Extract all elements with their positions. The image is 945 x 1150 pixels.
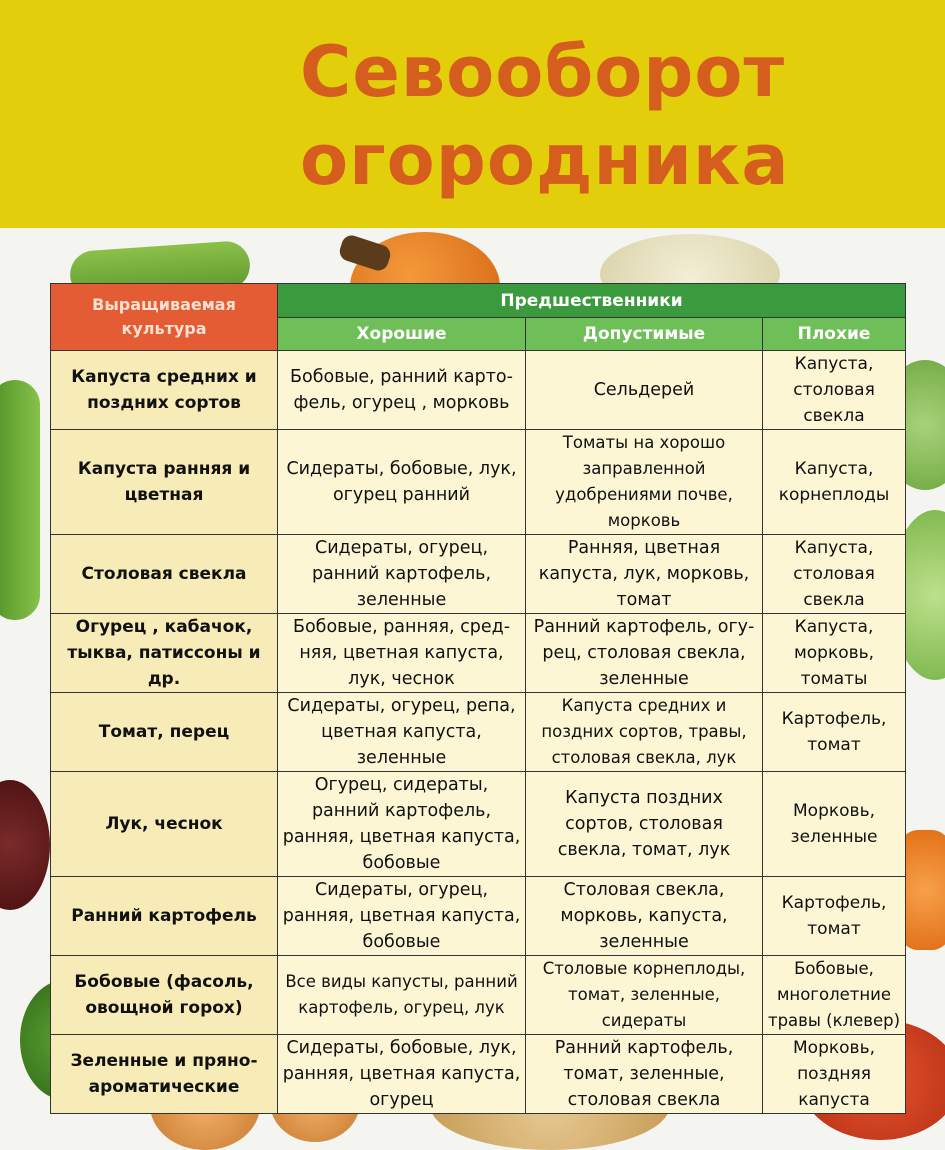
good-predecessors: Все виды капусты, ранний картофель, огурец, лук	[278, 956, 526, 1035]
table-row	[51, 1035, 906, 1114]
good-predecessors: Сидераты, огурец, ранняя, цветная капуста, бобовые	[278, 877, 526, 956]
bad-predecessors: Морковь, поздняя капуста	[763, 1035, 906, 1114]
crop-name: Капуста ранняя и цветная	[51, 430, 278, 535]
crop-name: Ранний картофель	[51, 877, 278, 956]
good-predecessors: Бобовые, ранний карто-фель, огурец , морковь	[278, 351, 526, 430]
table-row	[51, 614, 906, 693]
bad-predecessors: Капуста, корнеплоды	[763, 430, 906, 535]
bad-predecessors: Картофель, томат	[763, 693, 906, 772]
good-predecessors: Сидераты, огурец, ранний картофель, зеленные	[278, 535, 526, 614]
good-column-header: Хорошие	[278, 318, 526, 351]
acceptable-column-header: Допустимые	[526, 318, 763, 351]
crop-name: Бобовые (фасоль, овощной горох)	[51, 956, 278, 1035]
acceptable-predecessors: Ранняя, цветная капуста, лук, морковь, томат	[526, 535, 763, 614]
crop-name: Огурец , кабачок, тыква, патиссоны и др.	[51, 614, 278, 693]
acceptable-predecessors: Ранний картофель, томат, зеленные, столовая свекла	[526, 1035, 763, 1114]
table-row	[51, 351, 906, 430]
bad-predecessors: Бобовые, многолетние травы (клевер)	[763, 956, 906, 1035]
acceptable-predecessors: Томаты на хорошо заправленной удобрениями почве, морковь	[526, 430, 763, 535]
bad-predecessors: Капуста, морковь, томаты	[763, 614, 906, 693]
peas-illustration	[0, 380, 40, 620]
crop-name: Томат, перец	[51, 693, 278, 772]
table-row	[51, 693, 906, 772]
bad-column-header: Плохие	[763, 318, 906, 351]
crop-name: Зеленные и пряно-ароматические	[51, 1035, 278, 1114]
table-row	[51, 430, 906, 535]
table-row	[51, 535, 906, 614]
title-line-2: огородника	[300, 119, 790, 201]
beet-illustration	[0, 780, 50, 910]
good-predecessors: Сидераты, бобовые, лук, ранняя, цветная капуста, огурец	[278, 1035, 526, 1114]
good-predecessors: Огурец, сидераты, ранний картофель, ранняя, цветная капуста, бобовые	[278, 772, 526, 877]
bad-predecessors: Капуста, столовая свекла	[763, 351, 906, 430]
crop-name: Лук, чеснок	[51, 772, 278, 877]
table-row	[51, 956, 906, 1035]
crop-name: Капуста средних и поздних сортов	[51, 351, 278, 430]
acceptable-predecessors: Столовая свекла, морковь, капуста, зеленные	[526, 877, 763, 956]
bad-predecessors: Капуста, столовая свекла	[763, 535, 906, 614]
acceptable-predecessors: Ранний картофель, огу-рец, столовая свекла, зеленные	[526, 614, 763, 693]
table-row	[51, 772, 906, 877]
table-row	[51, 877, 906, 956]
acceptable-predecessors: Сельдерей	[526, 351, 763, 430]
bad-predecessors: Морковь, зеленные	[763, 772, 906, 877]
good-predecessors: Сидераты, огурец, репа, цветная капуста, зеленные	[278, 693, 526, 772]
acceptable-predecessors: Капуста поздних сортов, столовая свекла, томат, лук	[526, 772, 763, 877]
crop-rotation-table	[50, 283, 906, 1114]
good-predecessors: Бобовые, ранняя, сред-няя, цветная капуста, лук, чеснок	[278, 614, 526, 693]
predecessors-header: Предшественники	[278, 284, 906, 318]
acceptable-predecessors: Столовые корнеплоды, томат, зеленные, сидераты	[526, 956, 763, 1035]
page-title	[300, 28, 860, 204]
good-predecessors: Сидераты, бобовые, лук, огурец ранний	[278, 430, 526, 535]
crop-name: Столовая свекла	[51, 535, 278, 614]
acceptable-predecessors: Капуста средних и поздних сортов, травы, столовая свекла, лук	[526, 693, 763, 772]
bad-predecessors: Картофель, томат	[763, 877, 906, 956]
crop-column-header: Выращиваемая культура	[51, 284, 278, 351]
title-line-1: Севооборот	[300, 31, 786, 113]
